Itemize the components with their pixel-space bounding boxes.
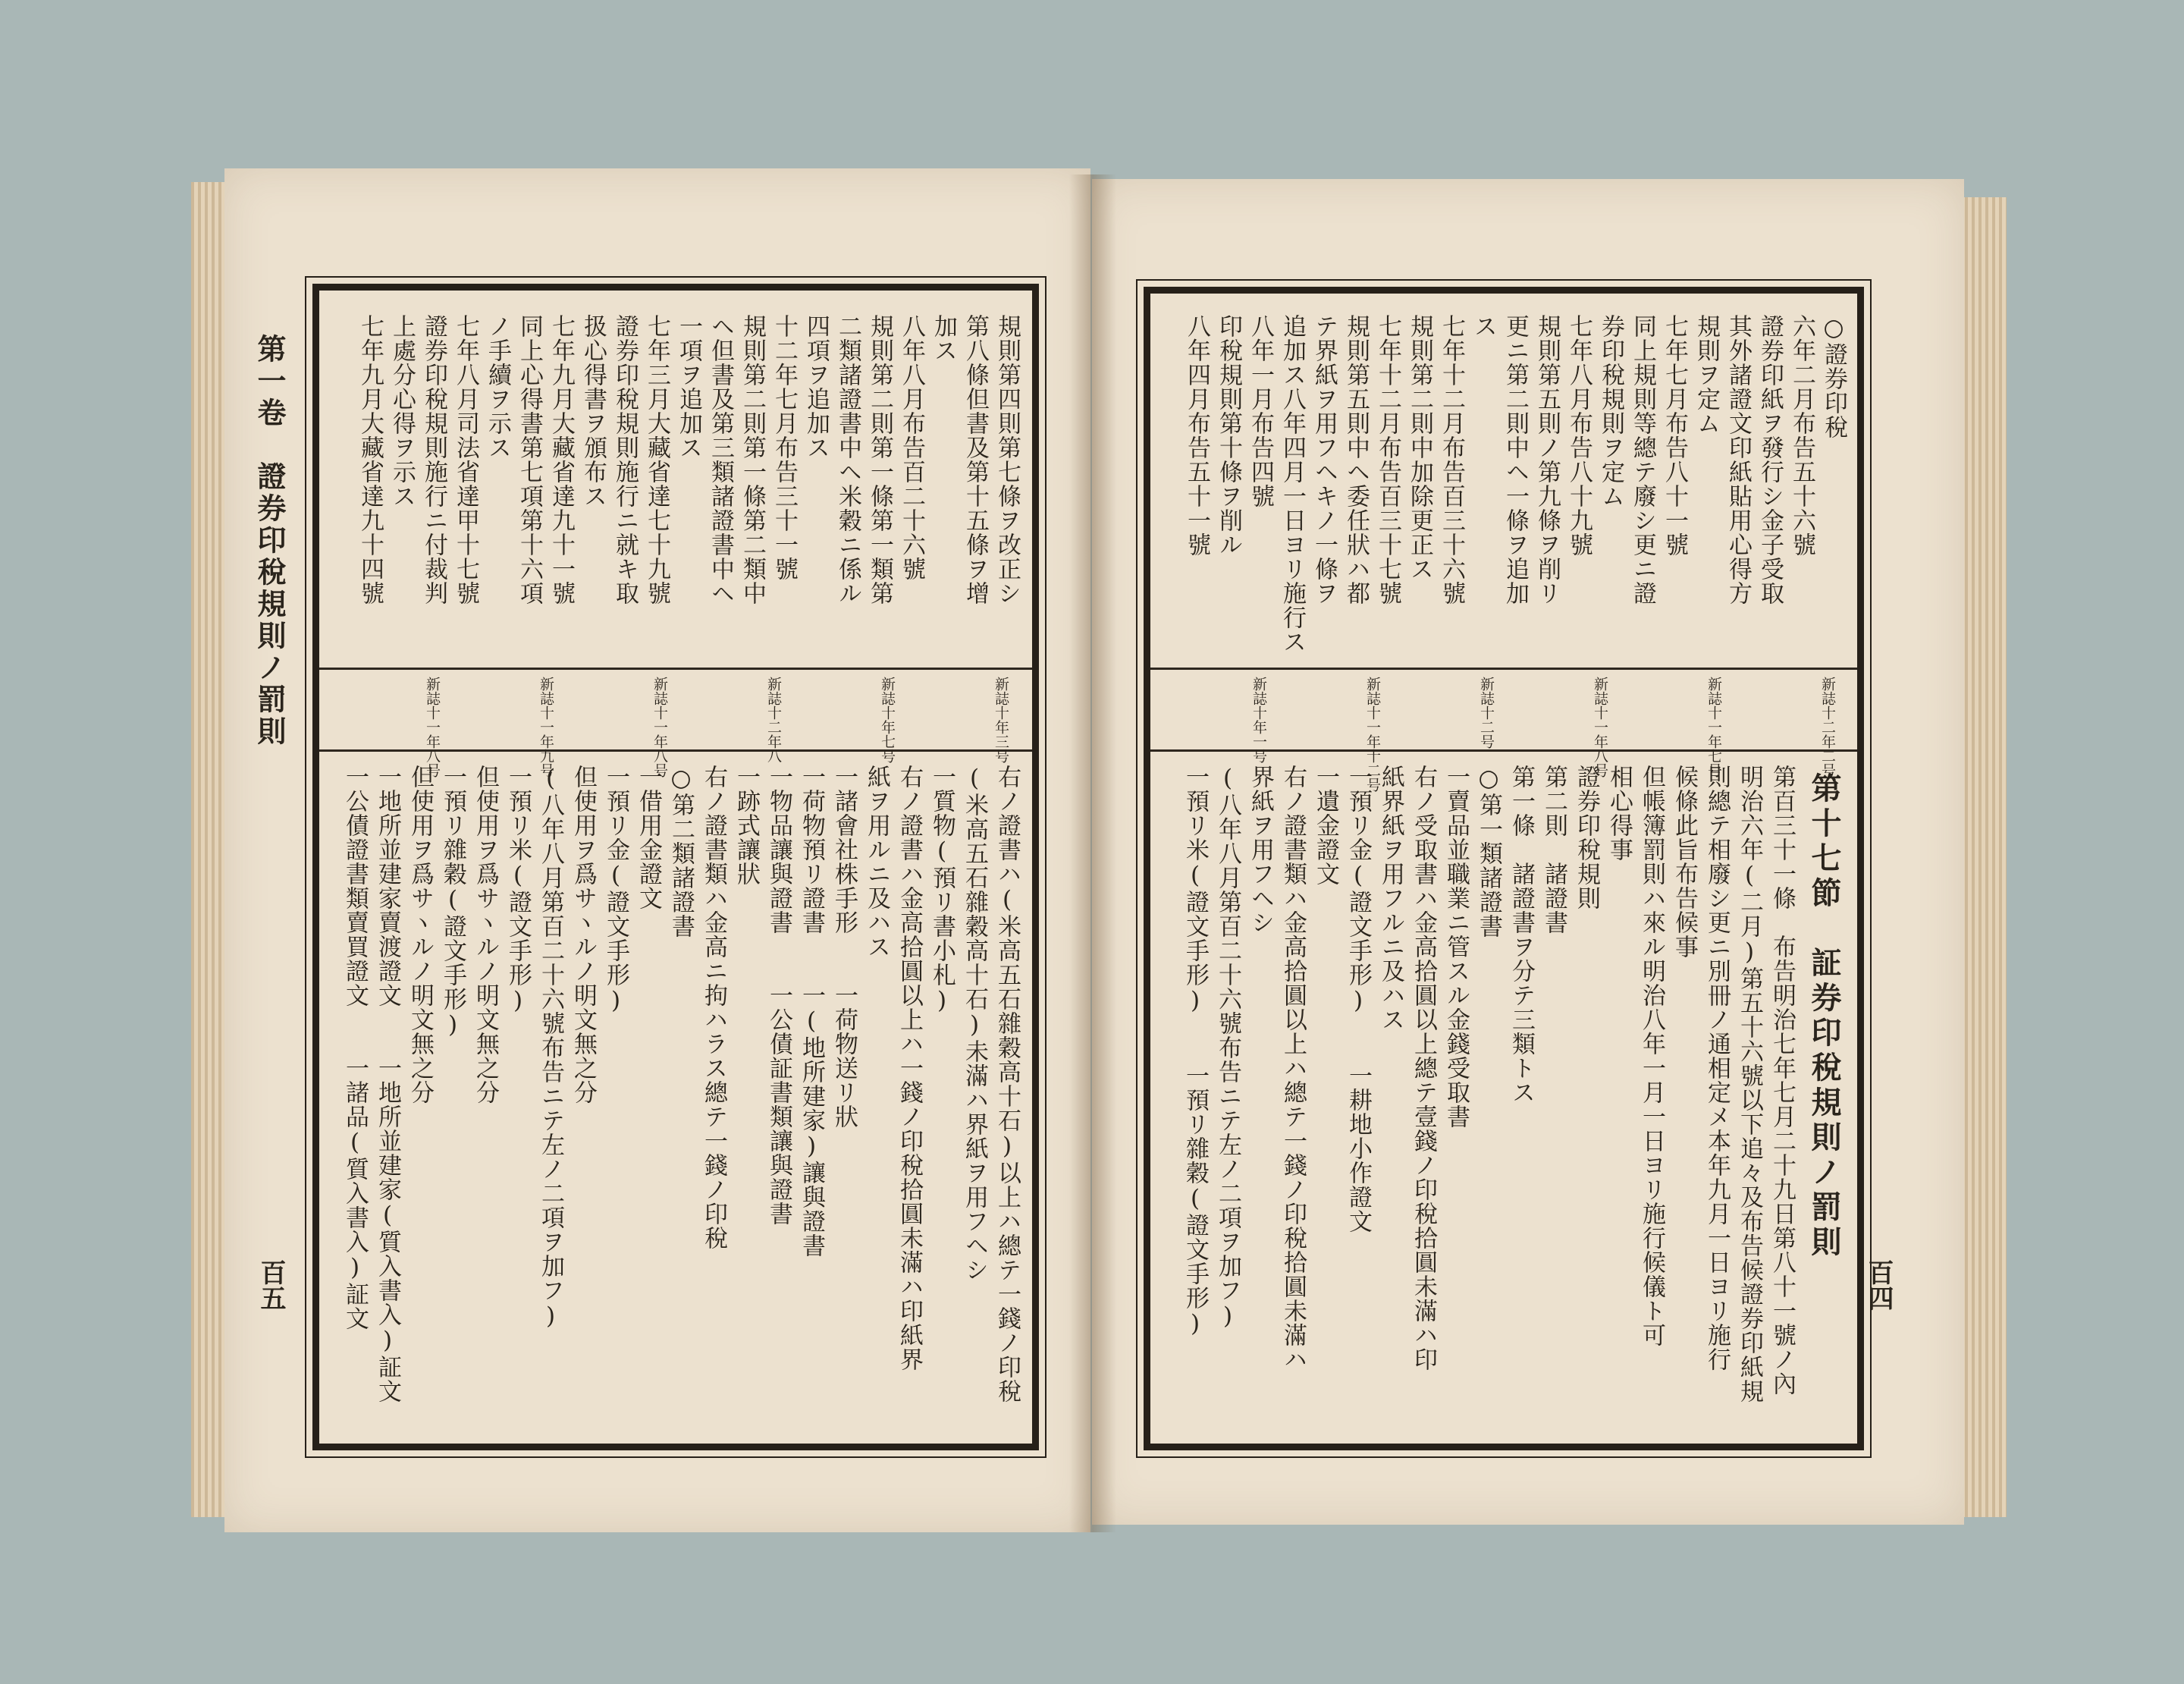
text-column: 二類諸證書中ヘ米穀ニ係ル — [834, 314, 861, 605]
text-column: 右ノ受取書ハ金高拾圓以上總テ壹錢ノ印稅拾圓未滿ハ印 — [1410, 765, 1437, 1371]
text-column: 一預リ米(證文手形) — [504, 765, 532, 1015]
text-column: 十二年七月布告三十一號 — [770, 314, 798, 581]
margin-note: 新誌十年七号 — [879, 677, 896, 763]
margin-note: 新誌十年三号 — [993, 677, 1009, 763]
text-column: 右ノ證書ハ金高拾圓以上ハ一錢ノ印稅拾圓未滿ハ印紙界 — [896, 765, 923, 1371]
text-column: 規則第二則第一條第二類中 — [739, 314, 766, 605]
text-column: 第百三十一條 布告明治七年七月二十九日第八十一號ノ內 — [1768, 765, 1796, 1396]
text-column: 右ノ證書ハ(米高五石雜穀高十石)以上ハ總テ一錢ノ印稅 — [993, 765, 1021, 1403]
text-column: 券印稅規則ヲ定ム — [1597, 314, 1624, 508]
text-column: 一質物(預リ書小札) — [928, 765, 956, 1015]
text-column: 第二則 諸證書 — [1540, 765, 1567, 935]
left-upper-divider — [319, 668, 1032, 670]
left-page-edges — [191, 182, 228, 1517]
text-column: 加ス — [930, 314, 957, 363]
text-column: 八年一月布告四號 — [1247, 314, 1274, 508]
text-column: 一預リ金(證文手形) 一耕地小作證文 — [1345, 765, 1372, 1233]
right-page-edges — [1958, 197, 2007, 1517]
margin-note: 新誌十一年八号 — [424, 677, 441, 778]
margin-note: 新誌十二年二号 — [1819, 677, 1836, 778]
margin-note: 新誌十一年八号 — [1592, 677, 1608, 778]
text-column: 七年八月布告八十九號 — [1565, 314, 1592, 557]
text-column: 一預リ雜穀(證文手形) — [439, 765, 466, 1039]
text-column: 規則第五則ノ第九條ヲ削リ — [1533, 314, 1561, 605]
text-column: 四項ヲ追加ス — [802, 314, 830, 460]
text-column: ○第一類諸證書 — [1475, 765, 1502, 938]
text-column: ヘ但書及第三類諸證書中ヘ — [707, 314, 734, 605]
text-column: 六年二月布告五十六號 — [1788, 314, 1815, 557]
text-column: 則總テ相廢シ更ニ別冊ノ通相定メ本年九月一日ヨリ施行 — [1703, 765, 1731, 1371]
text-column: ○第二類諸證書 — [667, 765, 695, 938]
text-column: 八年四月布告五十一號 — [1183, 314, 1210, 557]
text-column: 規則第五則中ヘ委任狀ハ都 — [1342, 314, 1370, 605]
text-column: 追加ス八年四月一日ヨリ施行ス — [1279, 314, 1306, 654]
text-column: 上處分心得ヲ示ス — [388, 314, 416, 508]
text-column: 一公債證書類賣買證文 一諸品(質入書入)証文 — [341, 765, 369, 1331]
text-column: 規則第二則第一條第一類第 — [866, 314, 893, 605]
text-column: 一項ヲ追加ス — [675, 314, 702, 460]
left-folio: 百五 — [256, 1259, 286, 1311]
text-column: 右ノ證書類ハ金高拾圓以上ハ總テ一錢ノ印稅拾圓未滿ハ — [1279, 765, 1307, 1371]
text-column: 但使用ヲ爲サヽルノ明文無之分 — [406, 765, 434, 1104]
right-folio: 百四 — [1863, 1259, 1894, 1311]
text-column: (八年八月第百二十六號布告ニテ左ノ二項ヲ加フ) — [1214, 765, 1241, 1331]
text-column: (米高五石雜穀高十石)未滿ハ界紙ヲ用フヘシ — [961, 765, 988, 1282]
text-column: 證券印紙ヲ發行シ金子受取 — [1756, 314, 1784, 605]
text-column: 一諸會社株手形 一荷物送リ狀 — [830, 765, 858, 1129]
text-column: 七年十二月布告百三十六號 — [1438, 314, 1465, 605]
text-column: 七年七月布告八十一號 — [1661, 314, 1688, 557]
text-column: 證券印稅規則 — [1573, 765, 1600, 910]
margin-note: 新誌十二年八 — [765, 677, 782, 763]
margin-note: 新誌十二号 — [1478, 677, 1495, 749]
text-column: 但帳簿罰則ハ來ル明治八年一月一日ヨリ施行候儀ト可 — [1638, 765, 1665, 1347]
margin-note: 新誌十一年九号 — [538, 677, 554, 778]
text-column: 但使用ヲ爲サヽルノ明文無之分 — [472, 765, 499, 1104]
margin-note: 新誌十一年八号 — [651, 677, 668, 778]
text-column: 八年八月布告百二十六號 — [898, 314, 925, 581]
text-column: 右ノ證書類ハ金高ニ拘ハラス總テ一錢ノ印稅 — [700, 765, 727, 1250]
text-column: 同上規則等總テ廢シ更ニ證 — [1629, 314, 1656, 605]
text-column: 證券印稅規則施行ニ就キ取 — [611, 314, 639, 605]
text-column: 一預リ金(證文手形) — [602, 765, 629, 1015]
text-column: 紙界紙ヲ用フルニ及ハス — [1377, 765, 1404, 1032]
text-column: ス — [1470, 314, 1497, 338]
text-column: 規則ヲ定ム — [1693, 314, 1720, 435]
text-column: 七年九月大藏省達九十四號 — [356, 314, 384, 605]
text-column: 一預リ米(證文手形) 一預リ雜穀(證文手形) — [1181, 765, 1209, 1338]
text-column: 相心得事 — [1605, 765, 1633, 862]
text-column: 一借用金證文 — [635, 765, 662, 910]
text-column: 一荷物預リ證書 一(地所建家)讓與證書 — [798, 765, 825, 1258]
text-column: 一賣品並職業ニ管スル金錢受取書 — [1442, 765, 1470, 1129]
text-column: 印稅規則第十條ヲ削ル — [1215, 314, 1242, 557]
text-column: 七年十二月布告百三十七號 — [1374, 314, 1401, 605]
text-column: ○證券印稅 — [1820, 314, 1847, 439]
text-column: 明治六年(二月)第五十六號以下追々及布告候證券印紙規 — [1736, 765, 1763, 1403]
text-column: 候條此旨布告候事 — [1671, 765, 1698, 959]
text-column: 第八條但書及第十五條ヲ增 — [962, 314, 989, 605]
text-column: 更ニ第二則中ヘ一條ヲ追加 — [1502, 314, 1529, 605]
left-running-head: 第一卷 證券印稅規則ノ罰則 — [253, 334, 287, 748]
margin-note: 新誌十一年七号 — [1705, 677, 1722, 778]
text-column: 七年八月司法省達甲十七號 — [452, 314, 479, 605]
margin-note: 新誌十一年十二号 — [1364, 677, 1381, 792]
text-column: 扱心得書ヲ頒布ス — [579, 314, 607, 508]
text-column: ノ手續ヲ示ス — [484, 314, 511, 460]
text-column: 規則第四則第七條ヲ改正シ — [993, 314, 1021, 605]
text-column: 紙ヲ用ルニ及ハス — [863, 765, 890, 959]
text-column: 七年三月大藏省達七十九號 — [643, 314, 670, 605]
text-column: 其外諸證文印紙貼用心得方 — [1724, 314, 1752, 605]
text-column: 但使用ヲ爲サヽルノ明文無之分 — [570, 765, 597, 1104]
text-column: 第一條 諸證書ヲ分テ三類トス — [1508, 765, 1535, 1104]
text-column: 一遺金證文 — [1312, 765, 1339, 886]
text-column: 界紙ヲ用フヘシ — [1247, 765, 1274, 935]
text-column: 一跡式讓狀 — [733, 765, 760, 886]
text-column: (八年八月第百二十六號布告ニテ左ノ二項ヲ加フ) — [537, 765, 564, 1331]
text-column: 同上心得書第七項第十六項 — [516, 314, 543, 605]
text-column: テ界紙ヲ用フヘキノ一條ヲ — [1310, 314, 1338, 605]
text-column: 規則第二則中加除更正ス — [1406, 314, 1433, 581]
book-gutter — [1069, 174, 1116, 1532]
text-column: 一地所並建家賣渡證文 一地所並建家(質入書入)証文 — [374, 765, 401, 1403]
right-upper-divider — [1150, 668, 1857, 670]
text-column: 一物品讓與證書 一公債証書類讓與證書 — [765, 765, 792, 1226]
margin-note: 新誌十年一号 — [1250, 677, 1267, 763]
text-column: 七年九月大藏省達九十一號 — [548, 314, 575, 605]
section-title: 第十七節 証券印稅規則ノ罰則 — [1806, 772, 1842, 1261]
text-column: 證券印稅規則施行ニ付裁判 — [420, 314, 447, 605]
